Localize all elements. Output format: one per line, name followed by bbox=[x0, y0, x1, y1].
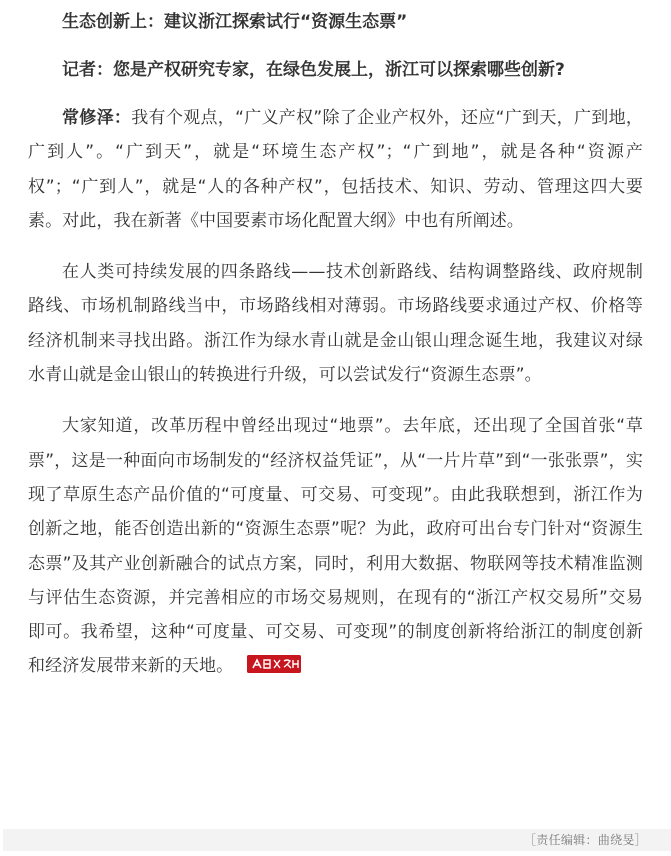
footer-bar bbox=[3, 829, 671, 851]
spacer bbox=[28, 39, 643, 53]
paragraph-1-text: 我有个观点，“广义产权”除了企业产权外，还应“广到天，广到地，广到人”。“广到天”，就是“环境生态产权”；“广到地”，就是各种“资源产权”；“广到人”，就是“人的各种产权”，包括技术、知识、劳动、管理这四大要素。对此，我在新著《中国要素市场化配置大纲》中也有所阐述。 bbox=[28, 108, 643, 231]
paragraph-3 bbox=[28, 409, 643, 683]
paragraph-1 bbox=[28, 101, 643, 238]
paragraph-3-text: 大家知道，改革历程中曾经出现过“地票”。去年底，还出现了全国首张“草票”，这是一种面向市场制发的“经济权益凭证”，从“一片片草”到“一张张票”，实现了草原生态产品价值的“可度量、可交易、可变现”。由此我联想到，浙江作为创新之地，能否创造出新的“资源生态票”呢？为此，政府可出台专门针对“资源生态票”及其产业创新融合的试点方案，同时，利用大数据、物联网等技术精准监测与评估生态资源，并完善相应的市场交易规则，在现有的“浙江产权交易所”交易即可。我希望，这种“可度量、可交易、可变现”的制度创新将给浙江的制度创新和经济发展带来新的天地。 bbox=[28, 416, 643, 677]
paragraph-2-text: 在人类可持续发展的四条路线——技术创新路线、结构调整路线、政府规制路线、市场机制路线当中，市场路线相对薄弱。市场路线要求通过产权、价格等经济机制来寻找出路。浙江作为绿水青山就是金山银山理念诞生地，我建议对绿水青山就是金山银山的转换进行升级，可以尝试发行“资源生态票”。 bbox=[28, 262, 643, 386]
spacer bbox=[28, 392, 643, 409]
article bbox=[0, 5, 671, 684]
people-daily-logo-icon bbox=[247, 655, 301, 673]
interview-question: 记者：您是产权研究专家，在绿色发展上，浙江可以探索哪些创新? bbox=[62, 60, 565, 80]
paragraph-2 bbox=[28, 255, 643, 392]
spacer bbox=[28, 87, 643, 101]
editor-credit: ［责任编辑：曲绕旻］ bbox=[523, 833, 647, 847]
speaker-name: 常修泽： bbox=[62, 108, 132, 128]
spacer bbox=[28, 238, 643, 255]
section-heading: 生态创新上：建议浙江探索试行“资源生态票” bbox=[62, 12, 408, 32]
